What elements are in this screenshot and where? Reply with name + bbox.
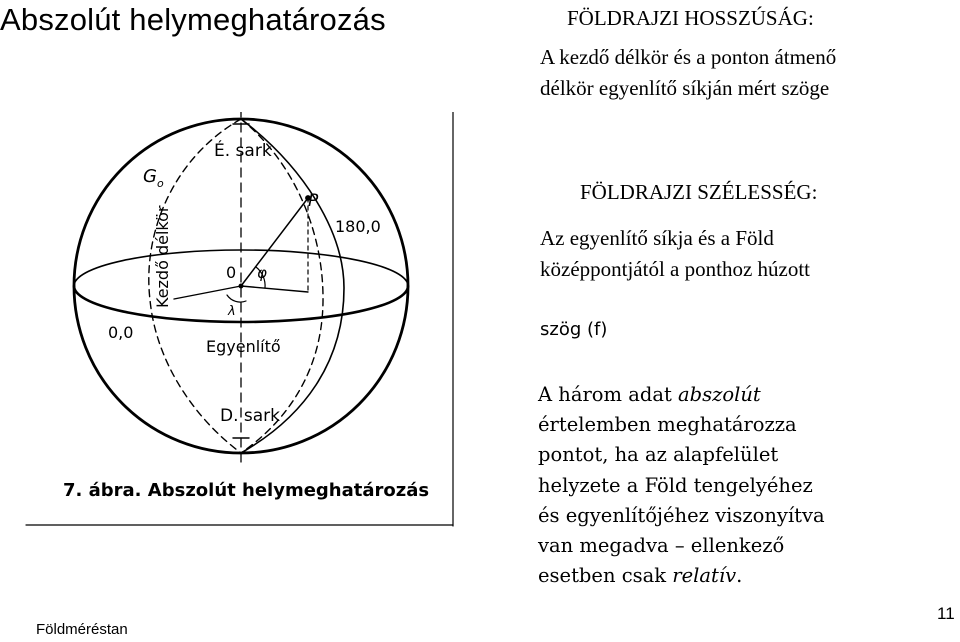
center-label: 0 — [226, 263, 237, 282]
latitude-line-1: Az egyenlítő síkja és a Föld — [540, 226, 774, 250]
prime-meridian-label: Kezdő délkör — [153, 205, 172, 308]
paragraph-line-1-text: A három adat — [538, 383, 678, 406]
slide-title: Abszolút helymeghatározás — [0, 2, 386, 37]
radius-to-point — [241, 198, 308, 286]
longitude-line-1: A kezdő délkör és a ponton átmenő — [540, 45, 837, 69]
paragraph-line-2: értelemben meghatározza — [538, 413, 797, 437]
prime-radius — [174, 286, 241, 299]
meridian-front — [241, 119, 344, 453]
paragraph-line-1 — [538, 380, 825, 410]
north-pole-label: É. sark — [214, 141, 272, 161]
equatorial-radius — [241, 286, 308, 292]
page-number: 11 — [937, 604, 955, 623]
greenwich-subscript: o — [156, 177, 164, 190]
paragraph-emphasis-relative: relatív — [672, 564, 737, 588]
coordinate-00-label: 0,0 — [108, 323, 134, 342]
paragraph-line-6: van megadva – ellenkező — [538, 534, 785, 558]
longitude-heading: FÖLDRAJZI HOSSZÚSÁG: — [567, 6, 814, 30]
equator-label: Egyenlítő — [206, 337, 281, 356]
center-marker — [239, 284, 243, 288]
latitude-line-2: középpontjától a ponthoz húzott — [540, 257, 811, 281]
figure-caption: 7. ábra. Abszolút helymeghatározás — [63, 480, 430, 501]
globe-figure — [24, 112, 456, 528]
paragraph-line-7 — [538, 561, 825, 591]
latitude-heading: FÖLDRAJZI SZÉLESSÉG: — [580, 180, 818, 204]
point-label: P — [308, 191, 319, 211]
south-pole-label: D. sark — [220, 406, 281, 426]
lambda-label: λ — [228, 304, 236, 319]
paragraph-line-7-end: . — [736, 564, 743, 588]
paragraph-line-7-text: esetben csak — [538, 564, 673, 588]
paragraph-line-5: és egyenlítőjéhez viszonyítva — [538, 503, 825, 527]
longitude-line-2: délkör egyenlítő síkján mért szöge — [540, 76, 830, 100]
absolute-position-paragraph — [538, 380, 825, 591]
greenwich-label — [143, 166, 164, 190]
paragraph-emphasis-absolute: abszolút — [678, 383, 761, 406]
phi-label: φ — [257, 264, 267, 282]
footer-text: Földméréstan — [36, 621, 128, 638]
lambda-angle-arc — [227, 295, 246, 302]
coordinate-180-label: 180,0 — [335, 217, 381, 236]
greenwich-letter: G — [143, 166, 157, 187]
paragraph-line-3: pontot, ha az alapfelület — [538, 443, 779, 467]
paragraph-line-4: helyzete a Föld tengelyéhez — [538, 473, 813, 497]
meridian-180 — [241, 119, 323, 453]
longitude-definition — [540, 42, 836, 104]
latitude-symbol-line: szög (f) — [540, 319, 608, 340]
latitude-definition — [540, 223, 810, 285]
